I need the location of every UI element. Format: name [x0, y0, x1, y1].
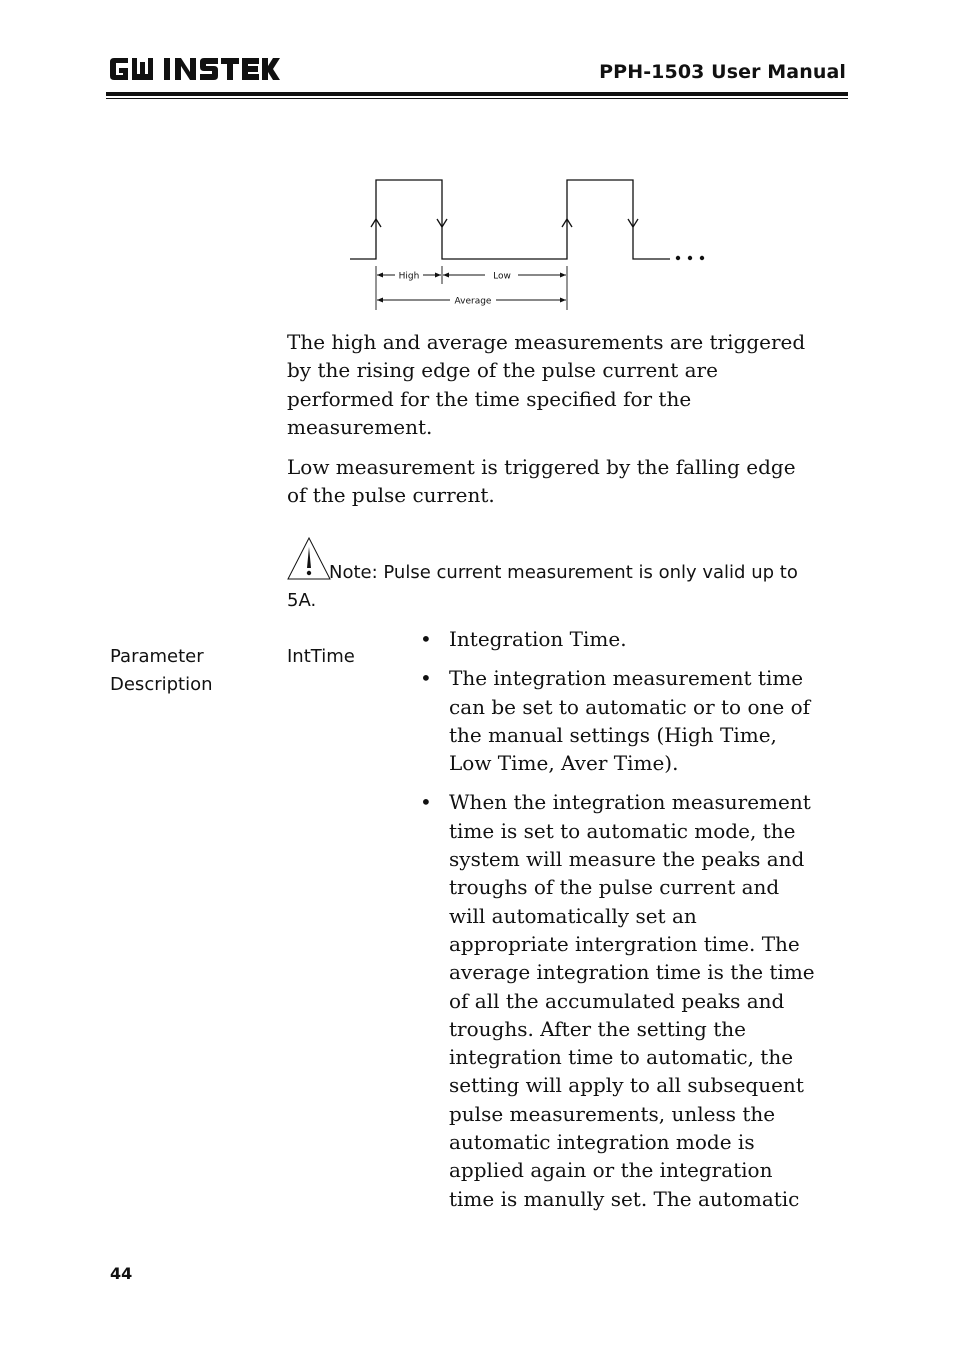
body-paragraph: Low measurement is triggered by the falling edge of the pulse current.	[287, 455, 796, 508]
bullet-text: Integration Time.	[449, 627, 627, 651]
parameter-description-label: Parameter Description	[110, 646, 213, 695]
gw-instek-logo	[108, 54, 280, 84]
bullet-marker: •	[420, 790, 432, 815]
page-number: 44	[110, 1264, 133, 1283]
diagram-label-average: Average	[454, 296, 492, 307]
continuation-dot	[676, 256, 680, 260]
list-item	[420, 625, 820, 653]
bullet-marker: •	[420, 666, 432, 691]
header-rule-thin	[106, 98, 848, 99]
list-item	[420, 664, 820, 777]
bullet-text: When the integration measurement time is set to automatic mode, the system will measure the peaks and troughs of the pulse current and will automatically set an appropriate intergration time. The average integration time is the time of all the accumulated peaks and troughs. After the setting the integration time to automatic, the setting will apply to all subsequent pulse measurements, unless the automatic integration mode is applied again or the integration time is manully set. The automatic	[449, 790, 815, 1211]
note-text: Note: Pulse current measurement is only valid up to 5A.	[287, 562, 798, 611]
list-item	[420, 788, 820, 1212]
continuation-dot	[688, 256, 692, 260]
pulse-waveform	[350, 180, 670, 259]
body-paragraph: The high and average measurements are triggered by the rising edge of the pulse current are performed for the time specified for the measurement.	[287, 330, 806, 439]
bullet-text: The integration measurement time can be set to automatic or to one of the manual settings (High Time, Low Time, Aver Time).	[449, 666, 811, 776]
header-rule	[106, 92, 848, 96]
logo-text: GW INSTEK	[108, 54, 114, 55]
manual-title: PPH-1503 User Manual	[599, 61, 846, 83]
bullet-marker: •	[420, 627, 432, 651]
pulse-timing-diagram	[340, 170, 720, 320]
diagram-label-low: Low	[493, 271, 511, 282]
parameter-bullet-list	[420, 625, 820, 1224]
diagram-label-high: High	[398, 271, 420, 282]
continuation-dot	[700, 256, 704, 260]
parameter-name: IntTime	[287, 646, 355, 667]
